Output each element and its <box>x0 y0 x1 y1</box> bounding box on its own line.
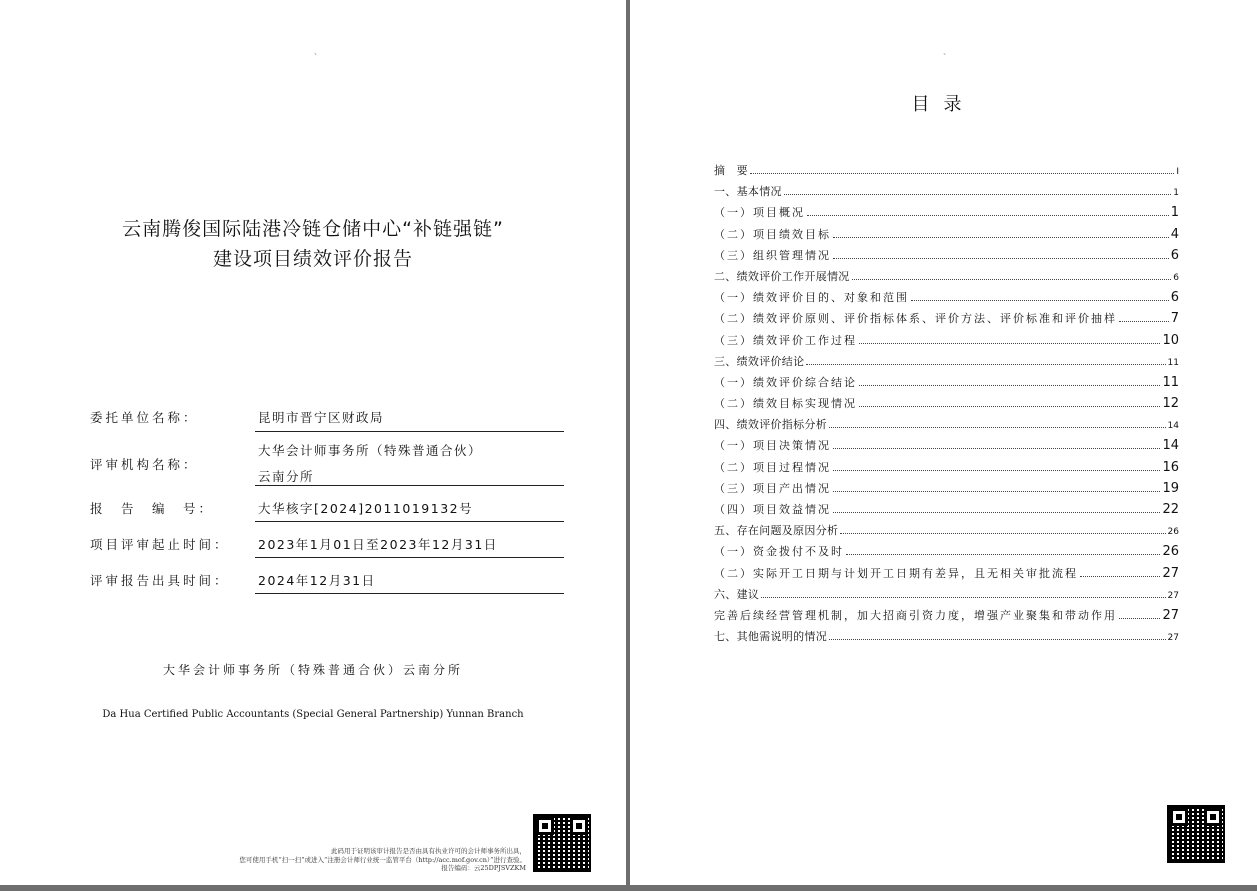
toc-entry[interactable] <box>714 586 1179 607</box>
toc-leader-dots <box>750 173 1174 174</box>
toc-entry-page-number: 27 <box>1167 633 1179 644</box>
toc-entry-title: （二）绩效评价原则、评价指标体系、评价方法、评价标准和评价抽样 <box>714 312 1117 326</box>
info-label: 委托单位名称： <box>90 410 199 425</box>
divider <box>255 557 564 558</box>
info-label: 报 告 编 号： <box>90 501 215 516</box>
toc-entry-title: 一、基本情况 <box>714 185 782 199</box>
toc-entry[interactable] <box>714 607 1179 628</box>
toc-entry-page-number: 14 <box>1162 438 1179 454</box>
divider <box>255 593 564 594</box>
toc-entry-page-number: 6 <box>1170 247 1179 263</box>
info-value: 2024年12月31日 <box>258 573 376 588</box>
toc-entry-page-number: 1 <box>1173 188 1179 199</box>
info-value-continued: 云南分所 <box>258 469 315 484</box>
toc-leader-dots <box>833 448 1160 449</box>
toc-entry[interactable] <box>714 162 1179 183</box>
toc-entry[interactable] <box>714 628 1179 649</box>
toc-entry[interactable] <box>714 226 1179 247</box>
toc-entry-page-number: 22 <box>1162 502 1179 517</box>
toc-leader-dots <box>761 597 1165 598</box>
toc-entry-title: 完善后续经营管理机制，加大招商引资力度，增强产业聚集和带动作用 <box>714 608 1117 622</box>
toc-entry-title: （一）项目概况 <box>714 206 805 220</box>
toc-entry-title: （二）项目过程情况 <box>714 460 831 474</box>
toc-entry-page-number: 27 <box>1167 590 1179 601</box>
toc-entry-page-number: 16 <box>1162 459 1179 475</box>
toc-entry-title: （三）组织管理情况 <box>714 248 831 262</box>
firm-name-en: Da Hua Certified Public Accountants (Special General Partnership) Yunnan Branch <box>102 709 524 720</box>
toc-entry-page-number: 26 <box>1167 527 1179 538</box>
toc-leader-dots <box>1080 576 1160 577</box>
toc-leader-dots <box>859 406 1160 407</box>
toc-entry-page-number: 27 <box>1162 607 1179 623</box>
toc-leader-dots <box>833 491 1160 492</box>
notice-line: 此码用于证明该审计报告是否由具有执业许可的会计师事务所出具， <box>331 847 526 855</box>
toc-leader-dots <box>911 300 1169 301</box>
toc-entry[interactable] <box>714 565 1179 586</box>
toc-leader-dots <box>833 470 1160 471</box>
toc-entry-page-number: 7 <box>1170 311 1179 327</box>
notice-line: 您可使用手机“扫一扫”或进入“注册会计师行业统一监管平台（http://acc.mof.gov.cn）”进行查验。 <box>239 855 526 864</box>
divider <box>255 431 564 432</box>
toc-entry[interactable] <box>714 480 1179 501</box>
info-value: 大华会计师事务所（特殊普通合伙） <box>258 443 483 458</box>
toc-leader-dots <box>784 194 1171 195</box>
toc-leader-dots <box>859 385 1160 386</box>
toc-leader-dots <box>829 427 1166 428</box>
toc-entry-title: （一）资金拨付不及时 <box>714 545 844 559</box>
report-title-line2: 建设项目绩效评价报告 <box>212 248 413 270</box>
verification-qr-code[interactable] <box>533 814 591 872</box>
page-mark: 、 <box>943 47 951 56</box>
toc-entry[interactable] <box>714 183 1179 204</box>
toc-entry-title: 五、存在问题及原因分析 <box>714 524 839 538</box>
toc-entry[interactable] <box>714 395 1179 416</box>
toc-entry-page-number: 11 <box>1167 357 1179 368</box>
toc-leader-dots <box>833 237 1169 238</box>
toc-entry-page-number: 11 <box>1162 374 1179 390</box>
toc-leader-dots <box>852 279 1172 280</box>
qr-code[interactable] <box>1167 805 1225 863</box>
toc-entry-page-number: 26 <box>1162 544 1179 560</box>
toc-entry-page-number: 4 <box>1170 226 1179 242</box>
toc-entry[interactable] <box>714 247 1179 268</box>
toc-leader-dots <box>829 639 1166 640</box>
info-value: 大华核字[2024]2011019132号 <box>258 501 474 516</box>
toc-entry-title: （二）项目绩效目标 <box>714 227 831 241</box>
toc-leader-dots <box>833 258 1169 259</box>
toc-leader-dots <box>1119 321 1169 322</box>
toc-entry[interactable] <box>714 332 1179 353</box>
toc-entry-title: （二）实际开工日期与计划开工日期有差异，且无相关审批流程 <box>714 566 1078 580</box>
info-label: 评审机构名称： <box>90 457 199 472</box>
toc-entry-title: 六、建议 <box>714 587 760 601</box>
toc-leader-dots <box>846 554 1160 555</box>
toc-entry-page-number: 1 <box>1170 205 1179 221</box>
toc-entry[interactable] <box>714 543 1179 564</box>
verification-notice <box>180 847 526 873</box>
page-mark: 、 <box>314 47 322 56</box>
toc-entry-page-number: 14 <box>1167 421 1179 432</box>
toc-entry[interactable] <box>714 268 1179 289</box>
toc-leader-dots <box>833 512 1160 513</box>
toc-entry[interactable] <box>714 374 1179 395</box>
toc-entry-title: 三、绩效评价结论 <box>714 354 805 368</box>
toc-entry-title: 四、绩效评价指标分析 <box>714 418 827 432</box>
firm-name-cn: 大华会计师事务所（特殊普通合伙）云南分所 <box>162 663 463 677</box>
divider <box>255 521 564 522</box>
info-value: 昆明市晋宁区财政局 <box>258 410 385 425</box>
toc-entry[interactable] <box>714 204 1179 225</box>
toc-entry-title: （四）项目效益情况 <box>714 503 831 516</box>
toc-entry-page-number: 6 <box>1173 272 1179 283</box>
toc-list <box>714 162 1179 649</box>
toc-entry[interactable] <box>714 353 1179 374</box>
info-label: 评审报告出具时间： <box>90 573 230 588</box>
toc-leader-dots <box>807 215 1169 216</box>
toc-entry-title: （一）绩效评价目的、对象和范围 <box>714 291 909 305</box>
toc-entry[interactable] <box>714 416 1179 437</box>
notice-line: 报告编码：云25DPJSVZKM <box>441 864 526 872</box>
report-title <box>0 214 626 274</box>
toc-entry-page-number: I <box>1176 167 1179 177</box>
toc-entry[interactable] <box>714 459 1179 480</box>
toc-entry-title: 二、绩效评价工作开展情况 <box>714 269 850 283</box>
toc-entry-page-number: 19 <box>1162 480 1179 496</box>
toc-page <box>630 0 1257 885</box>
toc-entry-title: （三）项目产出情况 <box>714 481 831 495</box>
toc-leader-dots <box>806 364 1165 365</box>
info-value: 2023年1月01日至2023年12月31日 <box>258 537 498 552</box>
toc-entry-title: 七、其他需说明的情况 <box>714 630 827 644</box>
toc-leader-dots <box>859 343 1160 344</box>
toc-entry[interactable] <box>714 522 1179 543</box>
report-title-line1: 云南腾俊国际陆港冷链仓储中心“补链强链” <box>122 218 504 240</box>
toc-title: 目录 <box>911 94 976 115</box>
toc-entry-page-number: 10 <box>1162 332 1179 348</box>
toc-entry-title: （三）绩效评价工作过程 <box>714 333 857 347</box>
toc-entry-title: 摘 要 <box>714 164 748 177</box>
toc-entry[interactable] <box>714 289 1179 310</box>
toc-entry[interactable] <box>714 437 1179 458</box>
toc-entry-page-number: 12 <box>1162 396 1179 412</box>
toc-entry[interactable] <box>714 310 1179 331</box>
cover-page <box>0 0 626 885</box>
toc-entry-page-number: 6 <box>1170 290 1179 306</box>
divider <box>255 485 564 486</box>
toc-entry-title: （二）绩效目标实现情况 <box>714 397 857 411</box>
toc-leader-dots <box>1119 618 1160 619</box>
toc-leader-dots <box>840 533 1165 534</box>
toc-entry[interactable] <box>714 501 1179 522</box>
toc-entry-title: （一）绩效评价综合结论 <box>714 375 857 389</box>
toc-entry-title: （一）项目决策情况 <box>714 439 831 453</box>
toc-entry-page-number: 27 <box>1162 565 1179 581</box>
info-label: 项目评审起止时间： <box>90 537 230 552</box>
